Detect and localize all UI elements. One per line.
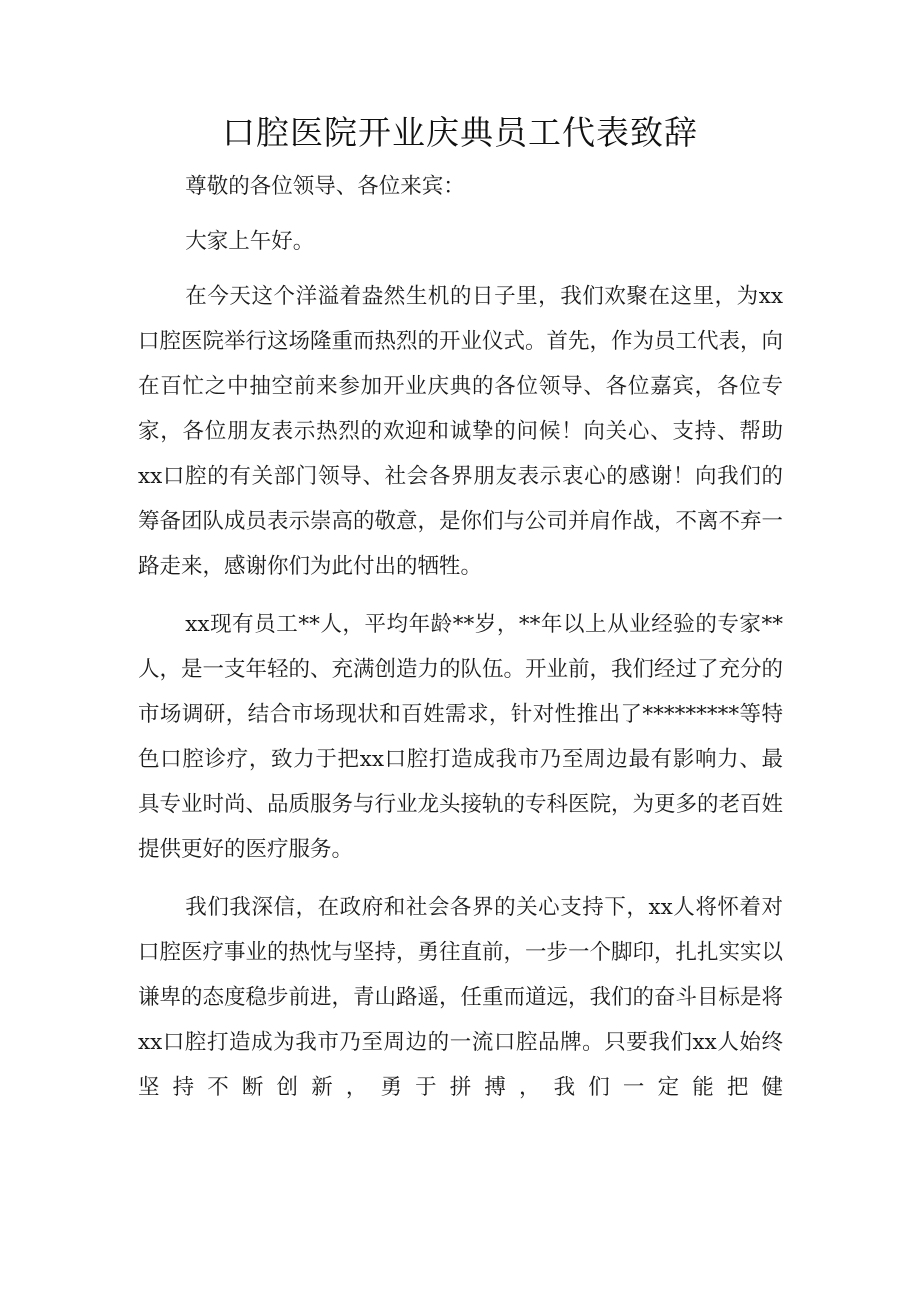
greeting: 大家上午好。 bbox=[185, 229, 315, 254]
document-body bbox=[138, 164, 783, 1123]
paragraph-goal: 我们我深信，在政府和社会各界的关心支持下，xx人将怀着对口腔医疗事业的热忱与坚持，勇往直前，一步一个脚印，扎扎实实以谦卑的态度稳步前进，青山路遥，任重而道远，我们的奋斗目标是将xx口腔打造成为我市乃至周边的一流口腔品牌。只要我们xx人始终坚持不断创新，勇于拼搏，我们一定能把健 bbox=[138, 895, 784, 1100]
paragraph-welcome: 在今天这个洋溢着盎然生机的日子里，我们欢聚在这里，为xx口腔医院举行这场隆重而热烈的开业仪式。首先，作为员工代表，向在百忙之中抽空前来参加开业庆典的各位领导、各位嘉宾，各位专家，各位朋友表示热烈的欢迎和诚挚的问候！向关心、支持、帮助xx口腔的有关部门领导、社会各界朋友表示衷心的感谢！向我们的筹备团队成员表示崇高的敬意，是你们与公司并肩作战，不离不弃一路走来，感谢你们为此付出的牺牲。 bbox=[138, 284, 784, 579]
paragraph-staff: xx现有员工**人，平均年龄**岁，**年以上从业经验的专家**人，是一支年轻的、充满创造力的队伍。开业前，我们经过了充分的市场调研，结合市场现状和百姓需求，针对性推出了*********等特色口腔诊疗，致力于把xx口腔打造成我市乃至周边最有影响力、最具专业时尚、品质服务与行业龙头接轨的专科医院，为更多的老百姓提供更好的医疗服务。 bbox=[138, 612, 784, 862]
document-title: 口腔医院开业庆典员工代表致辞 bbox=[222, 113, 698, 152]
salutation: 尊敬的各位领导、各位来宾： bbox=[185, 174, 465, 199]
